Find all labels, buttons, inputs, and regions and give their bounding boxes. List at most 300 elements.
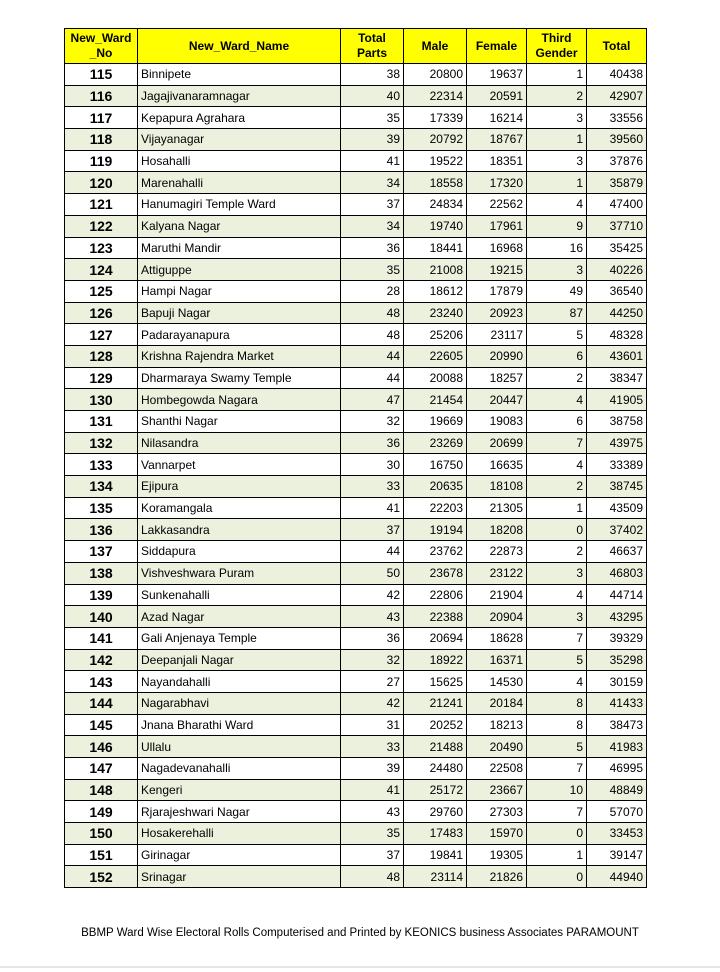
cell-ward-no: 152 bbox=[65, 866, 138, 888]
ward-table bbox=[64, 28, 647, 888]
cell-total-parts: 39 bbox=[341, 758, 404, 780]
cell-total-parts: 30 bbox=[341, 454, 404, 476]
table-row bbox=[65, 758, 647, 780]
cell-female: 15970 bbox=[467, 823, 527, 845]
cell-male: 20694 bbox=[404, 627, 467, 649]
cell-ward-no: 120 bbox=[65, 172, 138, 194]
header-row bbox=[65, 29, 647, 64]
cell-female: 20990 bbox=[467, 345, 527, 367]
cell-total: 44714 bbox=[587, 584, 647, 606]
cell-third-gender: 4 bbox=[527, 389, 587, 411]
table-row bbox=[65, 627, 647, 649]
cell-third-gender: 4 bbox=[527, 671, 587, 693]
cell-ward-name: Rjarajeshwari Nagar bbox=[138, 801, 341, 823]
cell-male: 17339 bbox=[404, 107, 467, 129]
cell-ward-name: Hosakerehalli bbox=[138, 823, 341, 845]
cell-ward-name: Marenahalli bbox=[138, 172, 341, 194]
cell-total-parts: 35 bbox=[341, 259, 404, 281]
cell-total: 48328 bbox=[587, 324, 647, 346]
cell-ward-no: 116 bbox=[65, 85, 138, 107]
cell-female: 18213 bbox=[467, 714, 527, 736]
header-total-parts: Total Parts bbox=[341, 29, 404, 64]
cell-ward-name: Nagadevanahalli bbox=[138, 758, 341, 780]
cell-total: 44250 bbox=[587, 302, 647, 324]
cell-third-gender: 0 bbox=[527, 519, 587, 541]
cell-total: 38473 bbox=[587, 714, 647, 736]
cell-male: 20800 bbox=[404, 64, 467, 86]
cell-female: 19305 bbox=[467, 844, 527, 866]
cell-ward-name: Shanthi Nagar bbox=[138, 411, 341, 433]
cell-female: 17961 bbox=[467, 215, 527, 237]
cell-total-parts: 37 bbox=[341, 844, 404, 866]
footer-note: BBMP Ward Wise Electoral Rolls Computerised and Printed by KEONICS business Associates PARAMOUNT bbox=[81, 927, 639, 939]
cell-ward-name: Srinagar bbox=[138, 866, 341, 888]
cell-female: 19637 bbox=[467, 64, 527, 86]
cell-male: 20088 bbox=[404, 367, 467, 389]
cell-male: 19740 bbox=[404, 215, 467, 237]
cell-total-parts: 41 bbox=[341, 779, 404, 801]
cell-male: 23240 bbox=[404, 302, 467, 324]
cell-ward-no: 124 bbox=[65, 259, 138, 281]
table-row bbox=[65, 432, 647, 454]
cell-total-parts: 48 bbox=[341, 866, 404, 888]
cell-total-parts: 36 bbox=[341, 432, 404, 454]
cell-ward-no: 135 bbox=[65, 497, 138, 519]
cell-third-gender: 5 bbox=[527, 324, 587, 346]
table-row bbox=[65, 823, 647, 845]
cell-ward-no: 147 bbox=[65, 758, 138, 780]
cell-total: 47400 bbox=[587, 194, 647, 216]
cell-total-parts: 35 bbox=[341, 107, 404, 129]
ward-rows bbox=[65, 64, 647, 888]
cell-female: 21904 bbox=[467, 584, 527, 606]
cell-male: 20792 bbox=[404, 129, 467, 151]
cell-ward-name: Ejipura bbox=[138, 476, 341, 498]
table-row bbox=[65, 779, 647, 801]
table-row bbox=[65, 692, 647, 714]
cell-third-gender: 2 bbox=[527, 476, 587, 498]
cell-total: 37402 bbox=[587, 519, 647, 541]
table-row bbox=[65, 345, 647, 367]
table-row bbox=[65, 671, 647, 693]
cell-ward-no: 149 bbox=[65, 801, 138, 823]
cell-total-parts: 28 bbox=[341, 280, 404, 302]
cell-female: 18351 bbox=[467, 150, 527, 172]
cell-total-parts: 44 bbox=[341, 367, 404, 389]
cell-ward-name: Koramangala bbox=[138, 497, 341, 519]
cell-female: 18108 bbox=[467, 476, 527, 498]
table-row bbox=[65, 714, 647, 736]
cell-total: 30159 bbox=[587, 671, 647, 693]
table-row bbox=[65, 64, 647, 86]
table-row bbox=[65, 866, 647, 888]
cell-total-parts: 37 bbox=[341, 519, 404, 541]
cell-total-parts: 48 bbox=[341, 302, 404, 324]
table-row bbox=[65, 215, 647, 237]
table-row bbox=[65, 497, 647, 519]
cell-male: 25206 bbox=[404, 324, 467, 346]
cell-total-parts: 32 bbox=[341, 411, 404, 433]
cell-total-parts: 34 bbox=[341, 215, 404, 237]
cell-ward-no: 138 bbox=[65, 562, 138, 584]
cell-third-gender: 2 bbox=[527, 367, 587, 389]
cell-female: 23117 bbox=[467, 324, 527, 346]
cell-ward-name: Lakkasandra bbox=[138, 519, 341, 541]
cell-ward-no: 123 bbox=[65, 237, 138, 259]
table-row bbox=[65, 389, 647, 411]
table-row bbox=[65, 367, 647, 389]
table-row bbox=[65, 129, 647, 151]
cell-female: 20447 bbox=[467, 389, 527, 411]
cell-male: 17483 bbox=[404, 823, 467, 845]
cell-female: 22873 bbox=[467, 541, 527, 563]
cell-third-gender: 2 bbox=[527, 541, 587, 563]
cell-third-gender: 1 bbox=[527, 129, 587, 151]
cell-third-gender: 4 bbox=[527, 194, 587, 216]
cell-female: 20904 bbox=[467, 606, 527, 628]
cell-ward-no: 148 bbox=[65, 779, 138, 801]
cell-third-gender: 6 bbox=[527, 411, 587, 433]
cell-total: 37710 bbox=[587, 215, 647, 237]
cell-ward-no: 132 bbox=[65, 432, 138, 454]
cell-total: 48849 bbox=[587, 779, 647, 801]
cell-ward-no: 151 bbox=[65, 844, 138, 866]
table-row bbox=[65, 280, 647, 302]
cell-female: 16371 bbox=[467, 649, 527, 671]
cell-total: 36540 bbox=[587, 280, 647, 302]
cell-ward-no: 143 bbox=[65, 671, 138, 693]
cell-ward-name: Hosahalli bbox=[138, 150, 341, 172]
cell-total: 43295 bbox=[587, 606, 647, 628]
cell-ward-name: Nayandahalli bbox=[138, 671, 341, 693]
cell-third-gender: 1 bbox=[527, 172, 587, 194]
cell-third-gender: 0 bbox=[527, 823, 587, 845]
cell-female: 18767 bbox=[467, 129, 527, 151]
cell-ward-name: Gali Anjenaya Temple bbox=[138, 627, 341, 649]
header-total: Total bbox=[587, 29, 647, 64]
cell-third-gender: 7 bbox=[527, 758, 587, 780]
cell-ward-name: Hanumagiri Temple Ward bbox=[138, 194, 341, 216]
cell-total-parts: 35 bbox=[341, 823, 404, 845]
table-row bbox=[65, 172, 647, 194]
header-ward-name: New_Ward_Name bbox=[138, 29, 341, 64]
cell-male: 15625 bbox=[404, 671, 467, 693]
cell-ward-no: 139 bbox=[65, 584, 138, 606]
cell-third-gender: 10 bbox=[527, 779, 587, 801]
cell-male: 20252 bbox=[404, 714, 467, 736]
cell-total: 41433 bbox=[587, 692, 647, 714]
table-row bbox=[65, 606, 647, 628]
cell-ward-name: Girinagar bbox=[138, 844, 341, 866]
header-third-gender: Third Gender bbox=[527, 29, 587, 64]
header-female: Female bbox=[467, 29, 527, 64]
cell-female: 19215 bbox=[467, 259, 527, 281]
cell-third-gender: 5 bbox=[527, 736, 587, 758]
cell-total-parts: 42 bbox=[341, 692, 404, 714]
cell-ward-name: Kepapura Agrahara bbox=[138, 107, 341, 129]
cell-total: 33556 bbox=[587, 107, 647, 129]
cell-ward-no: 131 bbox=[65, 411, 138, 433]
cell-total-parts: 41 bbox=[341, 150, 404, 172]
table-row bbox=[65, 844, 647, 866]
cell-ward-name: Krishna Rajendra Market bbox=[138, 345, 341, 367]
cell-ward-name: Azad Nagar bbox=[138, 606, 341, 628]
table-row bbox=[65, 259, 647, 281]
table-row bbox=[65, 324, 647, 346]
cell-total-parts: 47 bbox=[341, 389, 404, 411]
cell-male: 25172 bbox=[404, 779, 467, 801]
table-row bbox=[65, 411, 647, 433]
cell-total-parts: 43 bbox=[341, 606, 404, 628]
cell-total: 46995 bbox=[587, 758, 647, 780]
table-row bbox=[65, 454, 647, 476]
cell-total-parts: 34 bbox=[341, 172, 404, 194]
table-row bbox=[65, 584, 647, 606]
table-row bbox=[65, 302, 647, 324]
cell-male: 22388 bbox=[404, 606, 467, 628]
cell-total-parts: 36 bbox=[341, 627, 404, 649]
cell-ward-no: 134 bbox=[65, 476, 138, 498]
cell-ward-no: 118 bbox=[65, 129, 138, 151]
table-row bbox=[65, 801, 647, 823]
cell-third-gender: 8 bbox=[527, 714, 587, 736]
cell-total-parts: 27 bbox=[341, 671, 404, 693]
cell-male: 24834 bbox=[404, 194, 467, 216]
cell-ward-name: Attiguppe bbox=[138, 259, 341, 281]
cell-male: 29760 bbox=[404, 801, 467, 823]
cell-total-parts: 42 bbox=[341, 584, 404, 606]
cell-total: 43601 bbox=[587, 345, 647, 367]
cell-ward-no: 129 bbox=[65, 367, 138, 389]
cell-ward-name: Kengeri bbox=[138, 779, 341, 801]
cell-ward-name: Maruthi Mandir bbox=[138, 237, 341, 259]
cell-male: 19194 bbox=[404, 519, 467, 541]
cell-third-gender: 7 bbox=[527, 627, 587, 649]
cell-ward-name: Siddapura bbox=[138, 541, 341, 563]
cell-total: 41983 bbox=[587, 736, 647, 758]
table-row bbox=[65, 150, 647, 172]
table-row bbox=[65, 541, 647, 563]
cell-total: 42907 bbox=[587, 85, 647, 107]
cell-total-parts: 31 bbox=[341, 714, 404, 736]
cell-male: 23114 bbox=[404, 866, 467, 888]
cell-ward-no: 119 bbox=[65, 150, 138, 172]
cell-ward-name: Deepanjali Nagar bbox=[138, 649, 341, 671]
cell-third-gender: 9 bbox=[527, 215, 587, 237]
cell-total: 35298 bbox=[587, 649, 647, 671]
cell-female: 20591 bbox=[467, 85, 527, 107]
cell-ward-name: Sunkenahalli bbox=[138, 584, 341, 606]
cell-total: 40226 bbox=[587, 259, 647, 281]
cell-third-gender: 0 bbox=[527, 866, 587, 888]
cell-female: 18208 bbox=[467, 519, 527, 541]
cell-total: 40438 bbox=[587, 64, 647, 86]
cell-third-gender: 4 bbox=[527, 584, 587, 606]
cell-male: 23269 bbox=[404, 432, 467, 454]
cell-ward-no: 142 bbox=[65, 649, 138, 671]
cell-male: 19522 bbox=[404, 150, 467, 172]
cell-ward-name: Jagajivanaramnagar bbox=[138, 85, 341, 107]
cell-ward-no: 117 bbox=[65, 107, 138, 129]
cell-third-gender: 7 bbox=[527, 432, 587, 454]
cell-total: 35879 bbox=[587, 172, 647, 194]
cell-male: 18922 bbox=[404, 649, 467, 671]
cell-total-parts: 37 bbox=[341, 194, 404, 216]
cell-female: 20699 bbox=[467, 432, 527, 454]
cell-total: 33453 bbox=[587, 823, 647, 845]
cell-total: 35425 bbox=[587, 237, 647, 259]
cell-female: 16968 bbox=[467, 237, 527, 259]
cell-ward-no: 126 bbox=[65, 302, 138, 324]
table-row bbox=[65, 476, 647, 498]
header-male: Male bbox=[404, 29, 467, 64]
cell-male: 23762 bbox=[404, 541, 467, 563]
cell-ward-name: Ullalu bbox=[138, 736, 341, 758]
cell-ward-no: 136 bbox=[65, 519, 138, 541]
cell-third-gender: 49 bbox=[527, 280, 587, 302]
cell-male: 22203 bbox=[404, 497, 467, 519]
cell-female: 16635 bbox=[467, 454, 527, 476]
cell-total: 41905 bbox=[587, 389, 647, 411]
cell-female: 17879 bbox=[467, 280, 527, 302]
cell-total: 38745 bbox=[587, 476, 647, 498]
cell-female: 23122 bbox=[467, 562, 527, 584]
cell-total: 46637 bbox=[587, 541, 647, 563]
cell-male: 21488 bbox=[404, 736, 467, 758]
cell-total-parts: 48 bbox=[341, 324, 404, 346]
cell-ward-no: 130 bbox=[65, 389, 138, 411]
cell-ward-no: 145 bbox=[65, 714, 138, 736]
cell-third-gender: 1 bbox=[527, 844, 587, 866]
cell-third-gender: 4 bbox=[527, 454, 587, 476]
cell-female: 22508 bbox=[467, 758, 527, 780]
table-row bbox=[65, 649, 647, 671]
cell-ward-name: Kalyana Nagar bbox=[138, 215, 341, 237]
header-ward-no: New_Ward _No bbox=[65, 29, 138, 64]
cell-ward-no: 133 bbox=[65, 454, 138, 476]
cell-female: 18628 bbox=[467, 627, 527, 649]
cell-total: 43509 bbox=[587, 497, 647, 519]
cell-third-gender: 3 bbox=[527, 107, 587, 129]
cell-female: 23667 bbox=[467, 779, 527, 801]
cell-ward-name: Dharmaraya Swamy Temple bbox=[138, 367, 341, 389]
cell-third-gender: 3 bbox=[527, 150, 587, 172]
cell-female: 19083 bbox=[467, 411, 527, 433]
cell-total-parts: 36 bbox=[341, 237, 404, 259]
cell-third-gender: 2 bbox=[527, 85, 587, 107]
cell-female: 21826 bbox=[467, 866, 527, 888]
cell-male: 21008 bbox=[404, 259, 467, 281]
cell-total: 57070 bbox=[587, 801, 647, 823]
cell-male: 20635 bbox=[404, 476, 467, 498]
cell-total-parts: 32 bbox=[341, 649, 404, 671]
cell-female: 20923 bbox=[467, 302, 527, 324]
cell-total: 46803 bbox=[587, 562, 647, 584]
cell-total-parts: 38 bbox=[341, 64, 404, 86]
cell-third-gender: 6 bbox=[527, 345, 587, 367]
cell-male: 16750 bbox=[404, 454, 467, 476]
cell-ward-no: 125 bbox=[65, 280, 138, 302]
cell-ward-name: Bapuji Nagar bbox=[138, 302, 341, 324]
cell-total-parts: 33 bbox=[341, 476, 404, 498]
cell-third-gender: 3 bbox=[527, 606, 587, 628]
cell-ward-name: Padarayanapura bbox=[138, 324, 341, 346]
cell-third-gender: 3 bbox=[527, 562, 587, 584]
cell-male: 23678 bbox=[404, 562, 467, 584]
cell-ward-name: Vishveshwara Puram bbox=[138, 562, 341, 584]
cell-total: 39560 bbox=[587, 129, 647, 151]
cell-male: 19841 bbox=[404, 844, 467, 866]
cell-ward-name: Nagarabhavi bbox=[138, 692, 341, 714]
bottom-divider bbox=[0, 966, 720, 968]
table-row bbox=[65, 85, 647, 107]
cell-male: 18612 bbox=[404, 280, 467, 302]
cell-total: 33389 bbox=[587, 454, 647, 476]
cell-third-gender: 16 bbox=[527, 237, 587, 259]
cell-male: 24480 bbox=[404, 758, 467, 780]
cell-ward-no: 144 bbox=[65, 692, 138, 714]
table-row bbox=[65, 562, 647, 584]
cell-male: 21241 bbox=[404, 692, 467, 714]
cell-ward-no: 128 bbox=[65, 345, 138, 367]
cell-total: 38758 bbox=[587, 411, 647, 433]
cell-ward-no: 146 bbox=[65, 736, 138, 758]
cell-total: 39329 bbox=[587, 627, 647, 649]
cell-female: 21305 bbox=[467, 497, 527, 519]
cell-male: 22314 bbox=[404, 85, 467, 107]
cell-ward-name: Jnana Bharathi Ward bbox=[138, 714, 341, 736]
cell-third-gender: 5 bbox=[527, 649, 587, 671]
cell-female: 14530 bbox=[467, 671, 527, 693]
cell-total: 38347 bbox=[587, 367, 647, 389]
table-row bbox=[65, 107, 647, 129]
cell-total: 37876 bbox=[587, 150, 647, 172]
cell-third-gender: 1 bbox=[527, 497, 587, 519]
cell-male: 18441 bbox=[404, 237, 467, 259]
cell-male: 21454 bbox=[404, 389, 467, 411]
cell-ward-no: 150 bbox=[65, 823, 138, 845]
cell-ward-name: Vannarpet bbox=[138, 454, 341, 476]
cell-total-parts: 44 bbox=[341, 345, 404, 367]
cell-total-parts: 39 bbox=[341, 129, 404, 151]
table-row bbox=[65, 194, 647, 216]
cell-total-parts: 40 bbox=[341, 85, 404, 107]
cell-third-gender: 7 bbox=[527, 801, 587, 823]
cell-total-parts: 43 bbox=[341, 801, 404, 823]
cell-third-gender: 8 bbox=[527, 692, 587, 714]
cell-ward-no: 141 bbox=[65, 627, 138, 649]
cell-ward-no: 140 bbox=[65, 606, 138, 628]
cell-male: 18558 bbox=[404, 172, 467, 194]
table-row bbox=[65, 237, 647, 259]
table-row bbox=[65, 519, 647, 541]
cell-female: 17320 bbox=[467, 172, 527, 194]
cell-ward-name: Nilasandra bbox=[138, 432, 341, 454]
cell-total-parts: 44 bbox=[341, 541, 404, 563]
cell-male: 22605 bbox=[404, 345, 467, 367]
cell-third-gender: 1 bbox=[527, 64, 587, 86]
cell-third-gender: 87 bbox=[527, 302, 587, 324]
cell-female: 18257 bbox=[467, 367, 527, 389]
table-row bbox=[65, 736, 647, 758]
cell-ward-name: Hampi Nagar bbox=[138, 280, 341, 302]
cell-female: 27303 bbox=[467, 801, 527, 823]
cell-ward-no: 115 bbox=[65, 64, 138, 86]
cell-ward-no: 121 bbox=[65, 194, 138, 216]
cell-male: 19669 bbox=[404, 411, 467, 433]
cell-female: 20184 bbox=[467, 692, 527, 714]
cell-total-parts: 50 bbox=[341, 562, 404, 584]
